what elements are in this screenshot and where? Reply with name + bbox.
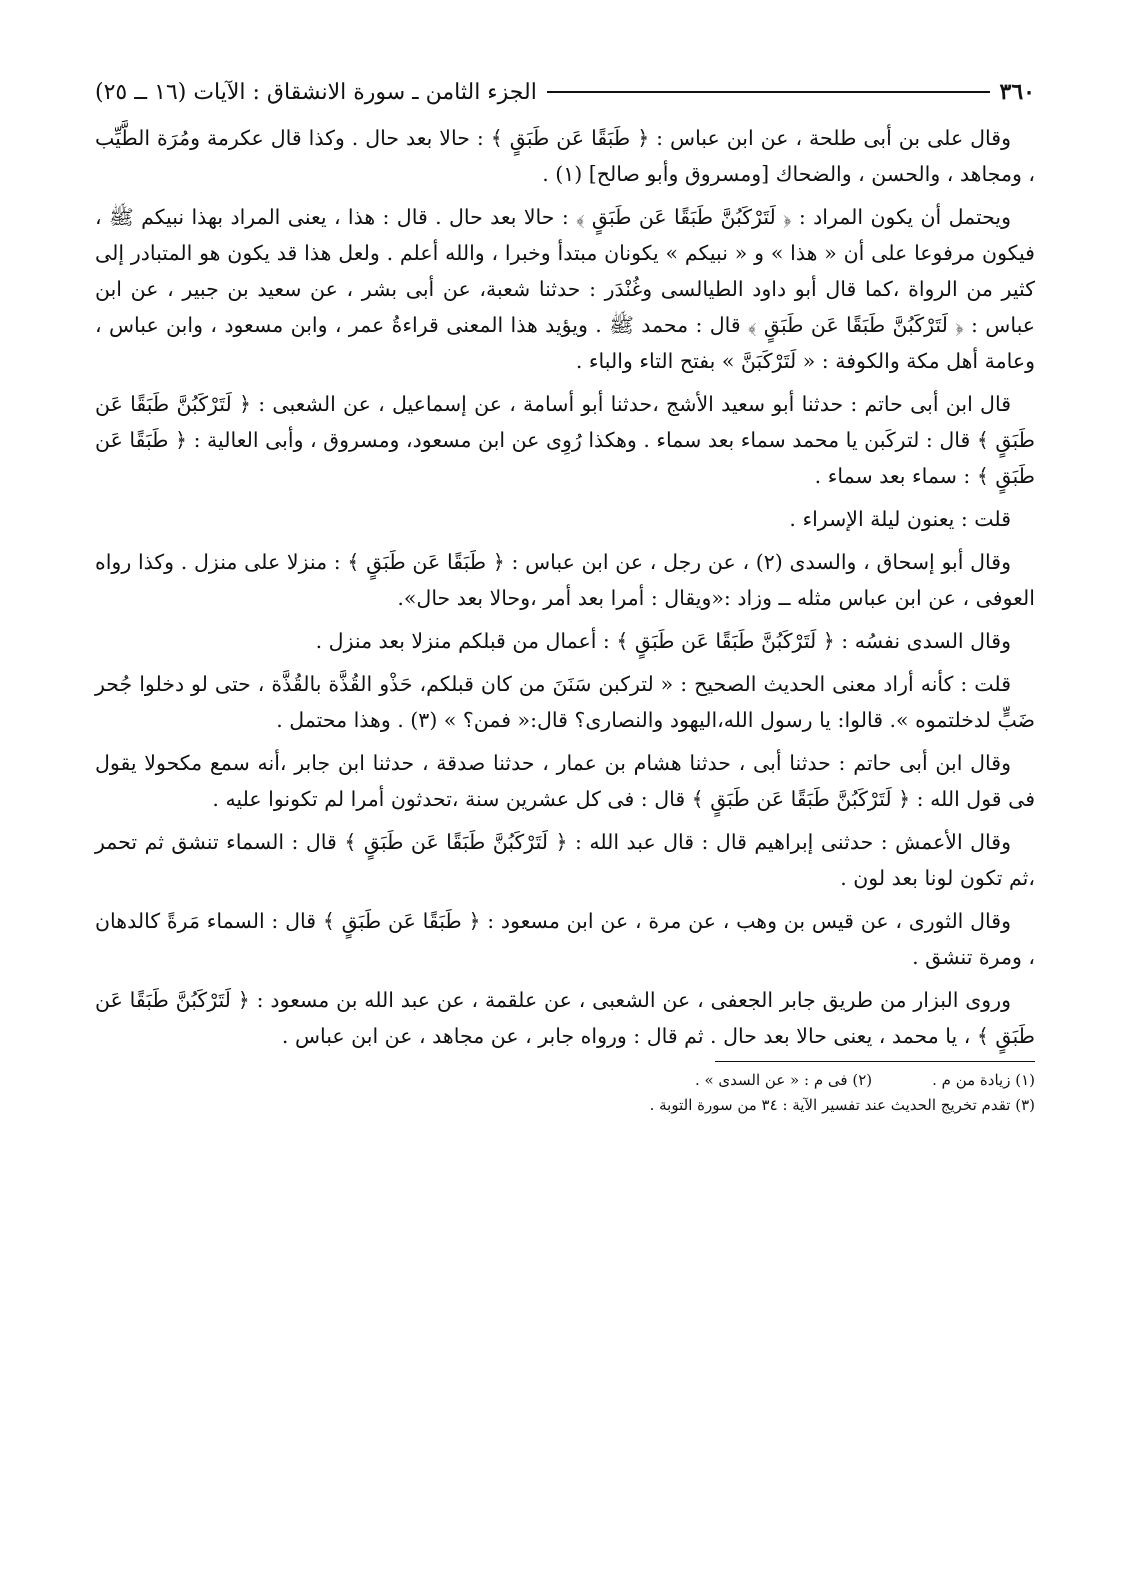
header-rule bbox=[547, 91, 990, 93]
paragraph: وقال ابن أبى حاتم : حدثنا أبى ، حدثنا هشام بن عمار ، حدثنا صدقة ، حدثنا ابن جابر ،أنه سمع مكحولا يقول فى قول الله : ﴿ لَتَرْكَبُنَّ طَبَقًا عَن طَبَقٍ ﴾ قال : فى كل عشرين سنة ،تحدثون أمرا لم تكونوا عليه . bbox=[95, 751, 1035, 811]
paragraph: وقال الأعمش : حدثنى إبراهيم قال : قال عبد الله : ﴿ لَتَرْكَبُنَّ طَبَقًا عَن طَبَقٍ ﴾ قال : السماء تنشق ثم تحمر ،ثم تكون لونا بعد لون . bbox=[95, 830, 1035, 890]
footnote-3: (٣) تقدم تخريج الحديث عند تفسير الآية : ٣٤ من سورة التوبة . bbox=[649, 1096, 1035, 1114]
footnote-2: (٢) فى م : « عن السدى » . bbox=[694, 1071, 873, 1089]
paragraph: وقال على بن أبى طلحة ، عن ابن عباس : ﴿ طَبَقًا عَن طَبَقٍ ﴾ : حالا بعد حال . وكذا قال عكرمة ومُرَة الطَّيِّب ، ومجاهد ، والحسن ، والضحاك [ومسروق وأبو صالح] (١) . bbox=[95, 126, 1035, 186]
footnote-row bbox=[95, 1093, 1035, 1118]
paragraph: وقال الثورى ، عن قيس بن وهب ، عن مرة ، عن ابن مسعود : ﴿ طَبَقًا عَن طَبَقٍ ﴾ قال : السماء مَرةً كالدهان ، ومرة تنشق . bbox=[95, 909, 1035, 969]
paragraph: قال ابن أبى حاتم : حدثنا أبو سعيد الأشج ،حدثنا أبو أسامة ، عن إسماعيل ، عن الشعبى : ﴿ لَتَرْكَبُنَّ طَبَقًا عَن طَبَقٍ ﴾ قال : لتركَبن يا محمد سماء بعد سماء . وهكذا رُوِى عن ابن مسعود، ومسروق ، وأبى العالية : ﴿ طَبَقًا عَن طَبَقٍ ﴾ : سماء بعد سماء . bbox=[95, 392, 1035, 488]
paragraph: قلت : يعنون ليلة الإسراء . bbox=[789, 507, 1011, 531]
paragraph: قلت : كأنه أراد معنى الحديث الصحيح : « لتركبن سَنَنَ من كان قبلكم، حَذْو القُذَّة بالقُذَّة ، حتى لو دخلوا جُحر ضَبٍّ لدخلتموه ». قالوا: يا رسول الله،اليهود والنصارى؟ قال:« فمن؟ » (٣) . وهذا محتمل . bbox=[95, 672, 1035, 732]
paragraph: وقال السدى نفسُه : ﴿ لَتَرْكَبُنَّ طَبَقًا عَن طَبَقٍ ﴾ : أعمال من قبلكم منزلا بعد منزل . bbox=[315, 629, 1011, 653]
footnote-row bbox=[95, 1068, 1035, 1093]
page-number: ٣٦٠ bbox=[999, 79, 1035, 105]
footnotes bbox=[95, 1068, 1035, 1118]
paragraph: وقال أبو إسحاق ، والسدى (٢) ، عن رجل ، عن ابن عباس : ﴿ طَبَقًا عَن طَبَقٍ ﴾ : منزلا على منزل . وكذا رواه العوفى ، عن ابن عباس مثله ــ وزاد :«ويقال : أمرا بعد أمر ،وحالا بعد حال». bbox=[95, 550, 1035, 610]
footnote-1: (١) زيادة من م . bbox=[932, 1071, 1035, 1089]
footnote-divider bbox=[715, 1061, 1035, 1062]
running-title: الجزء الثامن ـ سورة الانشقاق : الآيات (١٦ ــ ٢٥) bbox=[95, 79, 537, 105]
body-text bbox=[95, 120, 1035, 1054]
page-header bbox=[95, 70, 1035, 114]
paragraph: وروى البزار من طريق جابر الجعفى ، عن الشعبى ، عن علقمة ، عن عبد الله بن مسعود : ﴿ لَتَرْكَبُنَّ طَبَقًا عَن طَبَقٍ ﴾ ، يا محمد ، يعنى حالا بعد حال . ثم قال : ورواه جابر ، عن مجاهد ، عن ابن عباس . bbox=[95, 988, 1035, 1048]
page bbox=[95, 70, 1035, 1118]
paragraph: ويحتمل أن يكون المراد : ﴿ لَتَرْكَبُنَّ طَبَقًا عَن طَبَقٍ ﴾ : حالا بعد حال . قال : هذا ، يعنى المراد بهذا نبيكم ﷺ ، فيكون مرفوعا على أن « هذا » و « نبيكم » يكونان مبتدأ وخبرا ، والله أعلم . ولعل هذا قد يكون هو المتبادر إلى كثير من الرواة ،كما قال أبو داود الطيالسى وغُنْدَر : حدثنا شعبة، عن أبى بشر ، عن سعيد بن جبير ، عن ابن عباس : ﴿ لَتَرْكَبُنَّ طَبَقًا عَن طَبَقٍ ﴾ قال : محمد ﷺ . ويؤيد هذا المعنى قراءةُ عمر ، وابن مسعود ، وابن عباس ، وعامة أهل مكة والكوفة : « لَتَرْكَبَنَّ » بفتح التاء والباء . bbox=[95, 205, 1035, 373]
